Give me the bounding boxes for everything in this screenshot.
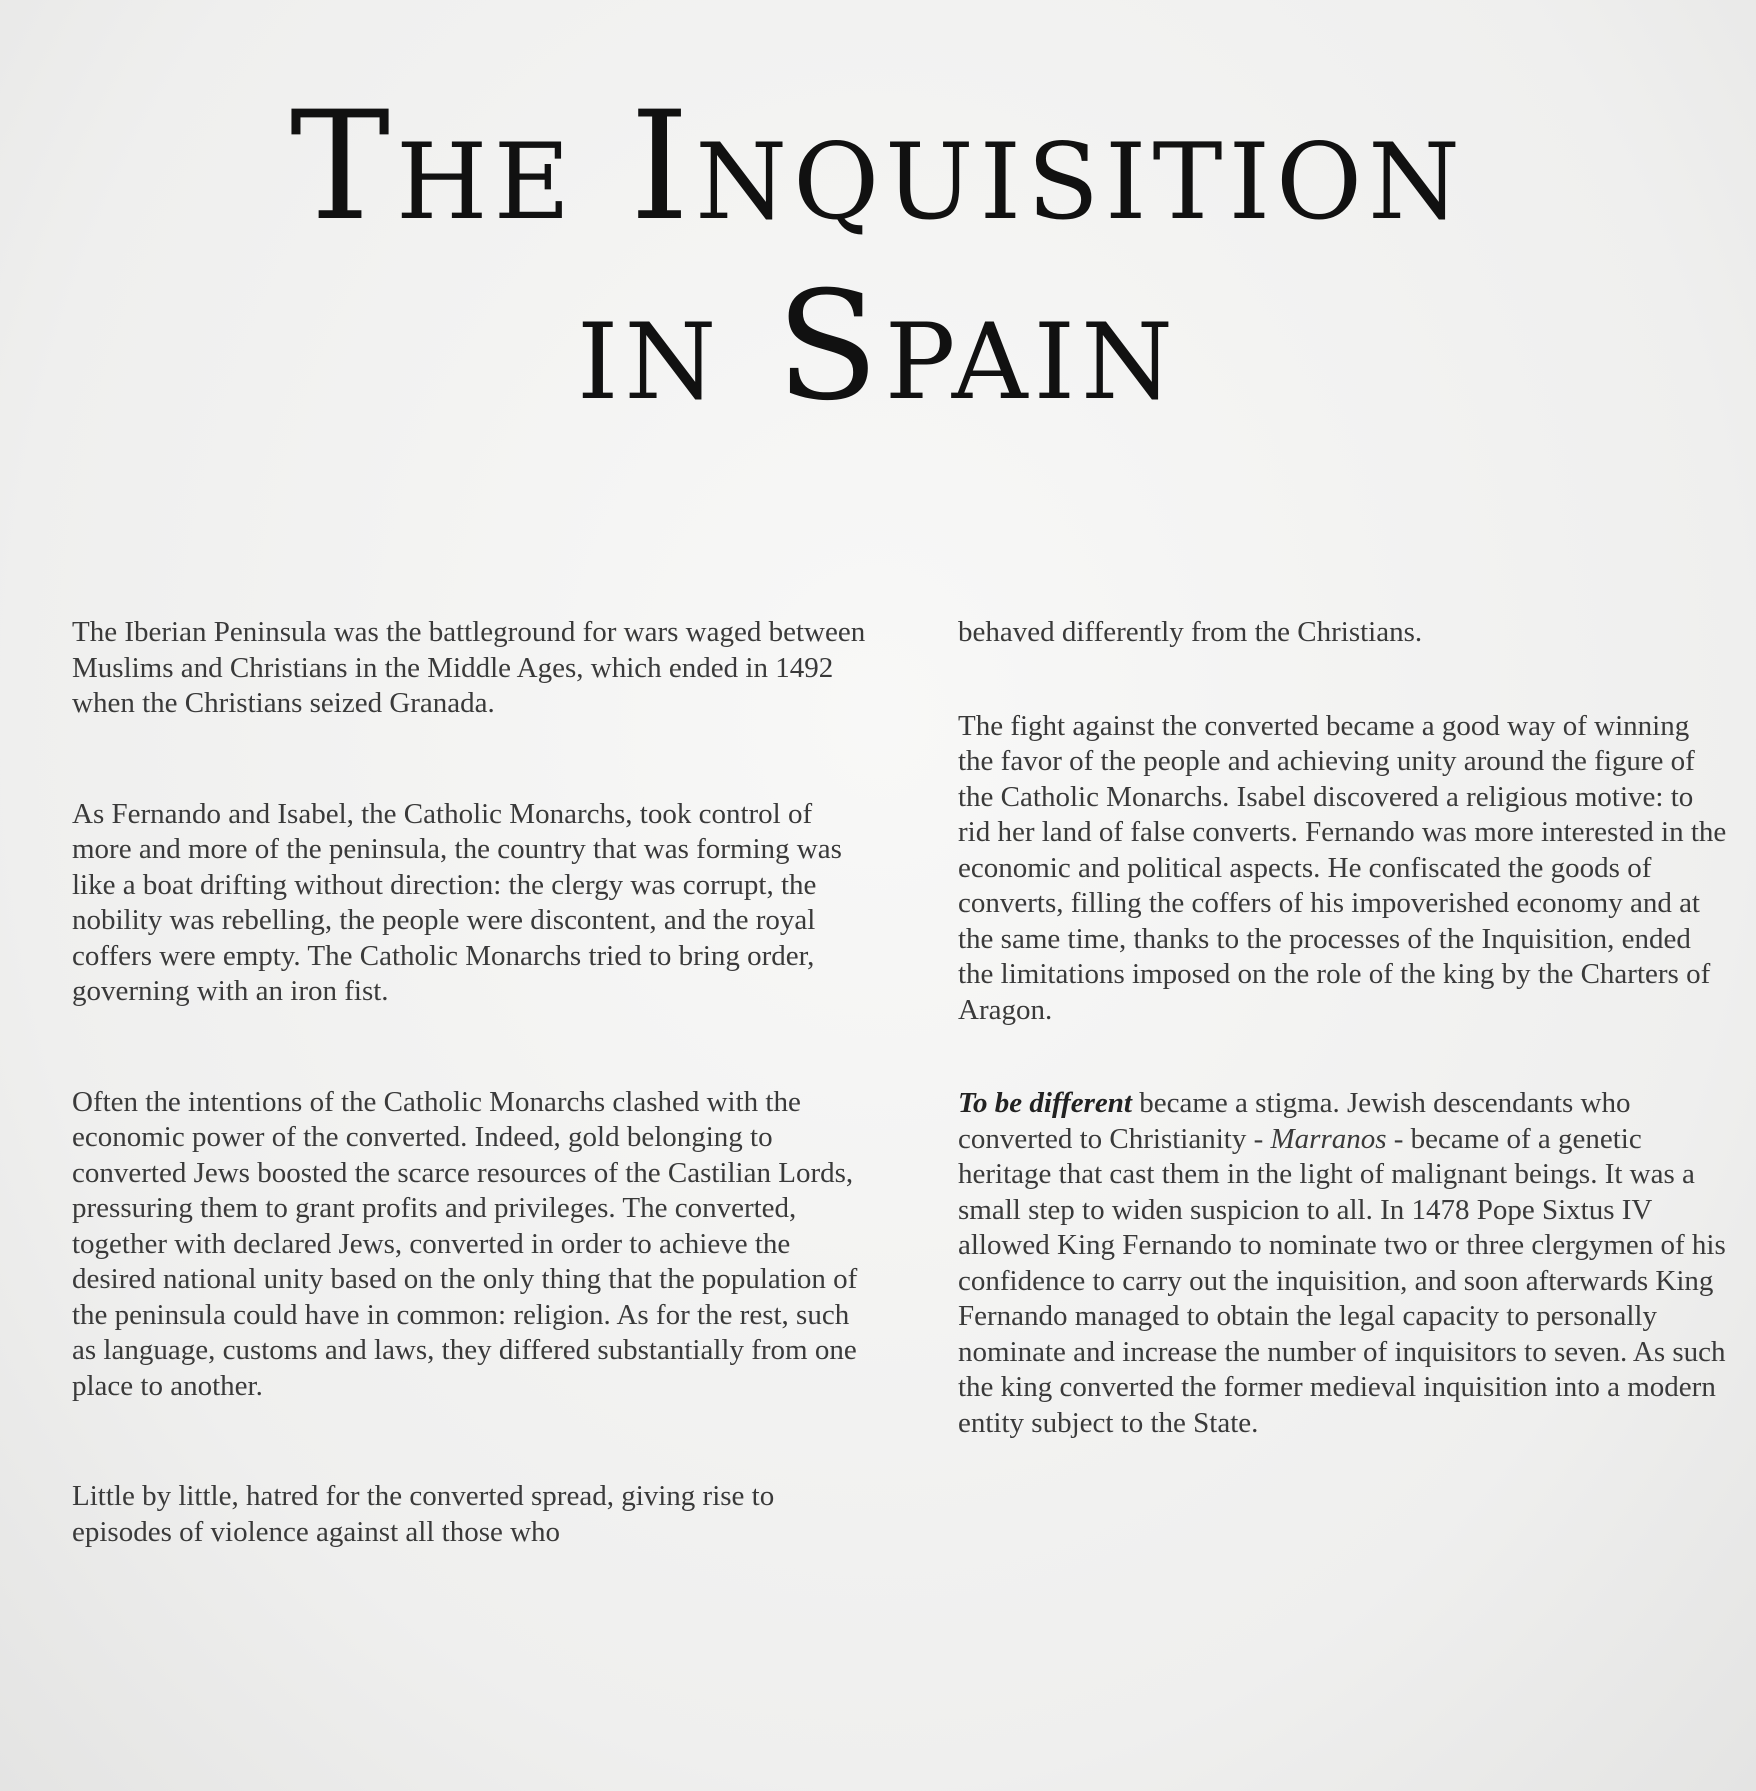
title-line-2: in Spain xyxy=(577,260,1179,434)
term-marranos: Marranos xyxy=(1270,1122,1387,1155)
paragraph-behaved-differently: behaved differently from the Christians. xyxy=(958,616,1423,648)
paragraph-to-be-different xyxy=(958,1086,1728,1441)
emphasis-to-be-different: To be different xyxy=(958,1087,1132,1119)
paragraph-catholic-monarchs-control: As Fernando and Isabel, the Catholic Monarchs, took control of more and more of the peninsula, the country that was forming was like a boat drifting without direction: the clergy was corrupt, the nobility was rebelling, the people were discontent, and the royal coffers were empty. The Catholic Monarchs tried to bring order, governing with an iron fist. xyxy=(72,797,842,1007)
paragraph-text-part-1: became a stigma. Jewish descendants who converted to Christianity - xyxy=(958,1087,1631,1155)
paragraph-economic-power: Often the intentions of the Catholic Monarchs clashed with the economic power of the converted. Indeed, gold belonging to converted Jews boosted the scarce resources of the Castilian Lords, pressuring them to grant profits and privileges. The converted, together with declared Jews, converted in order to achieve the desired national unity based on the only thing that the population of the peninsula could have in common: religion. As for the rest, such as language, customs and laws, they differed substantially from one place to another. xyxy=(72,1085,858,1402)
left-text-column xyxy=(72,615,872,1550)
title-line-1: The Inquisition xyxy=(290,80,1466,254)
paragraph-fight-against-converted: The fight against the converted became a good way of winning the favor of the people and achieving unity around the figure of the Catholic Monarchs. Isabel discovered a religious motive: to rid her land of false converts. Fernando was more interested in the economic and political aspects. He confiscated the goods of converts, filling the coffers of his impoverished economy and at the same time, thanks to the processes of the Inquisition, ended the limitations imposed on the role of the king by the Charters of Aragon. xyxy=(958,709,1727,1026)
paragraph-hatred-spread: Little by little, hatred for the converted spread, giving rise to episodes of violence against all those who xyxy=(72,1480,775,1548)
paragraph-text-part-2: - became of a genetic heritage that cast them in the light of malignant beings. It was a small step to widen suspicion to all. In 1478 Pope Sixtus IV allowed King Fernando to nominate two or three clergymen of his confidence to carry out the inquisition, and soon afterwards King Fernando managed to obtain the legal capacity to personally nominate and increase the number of inquisitors to seven. As such the king converted the former medieval inquisition into a modern entity subject to the State. xyxy=(958,1122,1726,1439)
right-text-column xyxy=(958,615,1728,1441)
paragraph-iberian-peninsula: The Iberian Peninsula was the battleground for wars waged between Muslims and Christians in the Middle Ages, which ended in 1492 when the Christians seized Granada. xyxy=(72,616,866,719)
